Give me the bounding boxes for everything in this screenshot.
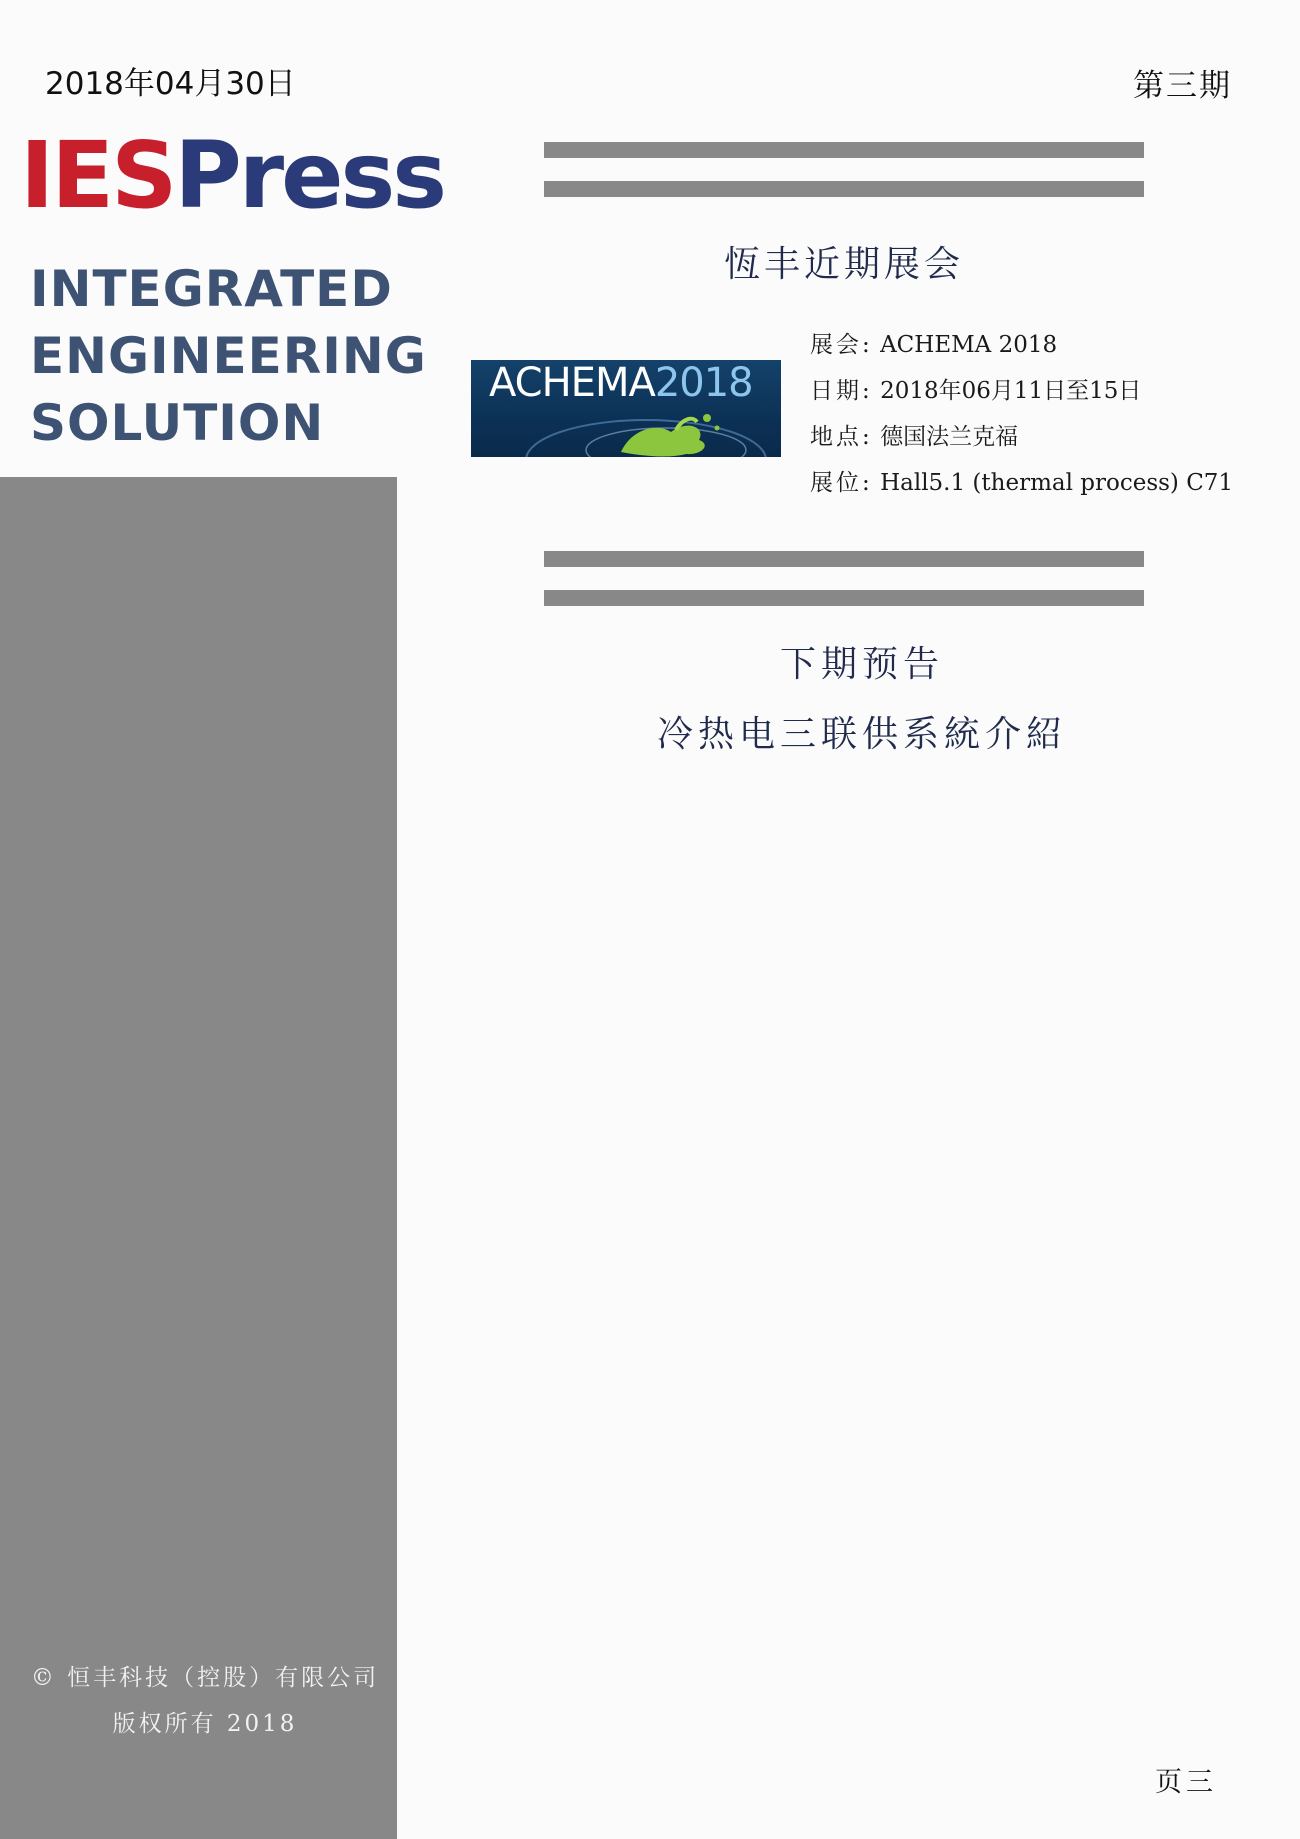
tagline-line-1: INTEGRATED [30,260,393,318]
divider-rule-1 [544,142,1144,158]
sidebar-panel [0,477,397,1839]
issue-number: 第三期 [1133,68,1232,104]
divider-rule-4 [544,590,1144,606]
info-value: 德国法兰克福 [880,424,1019,450]
info-label: 展位: [810,470,873,496]
copyright-notice [0,1655,410,1747]
achema-banner-image [471,360,781,457]
info-row-booth [810,460,1233,506]
page-number: 页三 [1155,1767,1217,1798]
info-row-date [810,368,1233,414]
tagline-line-2: ENGINEERING [30,327,427,385]
info-value: 2018年06月11日至15日 [880,378,1142,404]
info-label: 展会: [810,332,873,358]
logo-ies: IES [20,122,175,229]
achema-banner-name: ACHEMA [489,360,655,406]
exhibition-info [810,322,1233,506]
iespress-logo [20,122,445,229]
divider-rule-3 [544,551,1144,567]
achema-banner-year: 2018 [654,360,753,406]
next-issue-heading: 下期预告 [779,644,944,685]
exhibition-heading: 恆丰近期展会 [723,244,964,285]
achema-banner-text [489,360,753,406]
divider-rule-2 [544,181,1144,197]
info-row-exhibition [810,322,1233,368]
tagline-line-3: SOLUTION [30,394,325,452]
copyright-line-2: 版权所有 2018 [112,1711,298,1737]
info-value: ACHEMA 2018 [880,332,1058,358]
logo-press: Press [174,122,445,229]
logo-tagline [30,256,427,457]
info-label: 地点: [810,424,873,450]
next-issue-topic: 冷热电三联供系統介紹 [656,714,1067,755]
info-label: 日期: [810,378,873,404]
info-row-location [810,414,1233,460]
copyright-line-1: © 恒丰科技（控股）有限公司 [30,1665,380,1691]
issue-date: 2018年04月30日 [45,66,296,102]
info-value: Hall5.1 (thermal process) C71 [880,470,1234,496]
